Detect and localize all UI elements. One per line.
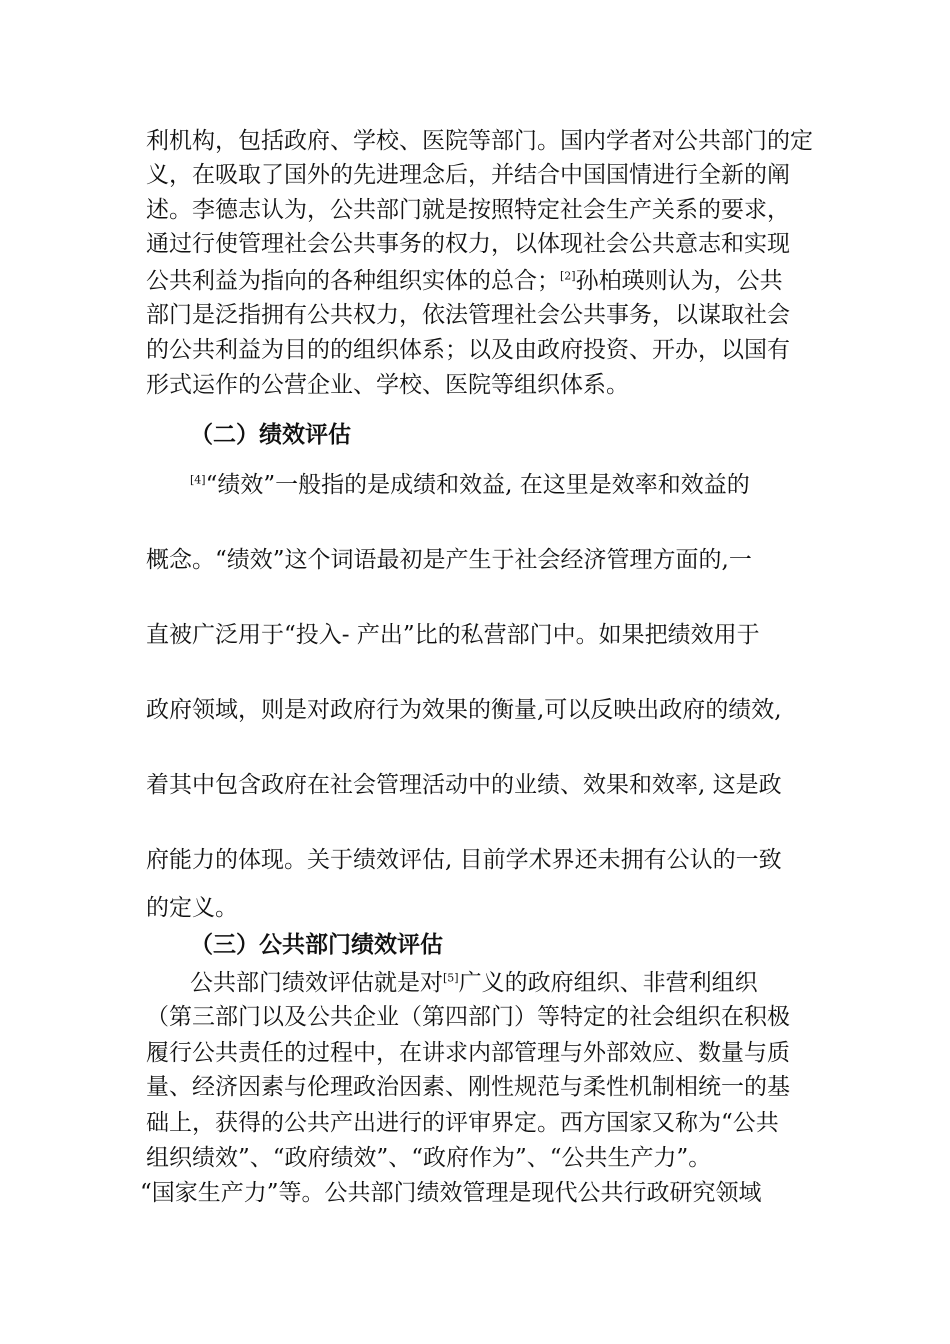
paragraph3-line5: 础上，获得的公共产出进行的评审界定。西方国家又称为“公共: [146, 1110, 779, 1136]
paragraph1-line6: 部门是泛指拥有公共权力，依法管理社会公共事务，以谋取社会: [146, 302, 790, 328]
paragraph1-line1: 利机构，包括政府、学校、医院等部门。国内学者对公共部门的定: [146, 128, 813, 154]
paragraph1-line5-text-b: 孙柏瑛则认为，公共: [575, 268, 783, 294]
citation-ref-5: [5]: [443, 971, 459, 985]
paragraph3-line7: “国家生产力”等。公共部门绩效管理是现代公共行政研究领域: [140, 1180, 762, 1206]
paragraph3-line3: 履行公共责任的过程中，在讲求内部管理与外部效应、数量与质: [146, 1040, 790, 1066]
paragraph2-line1-text: “绩效”一般指的是成绩和效益, 在这里是效率和效益的: [205, 472, 750, 498]
section-heading-public-sector-performance-evaluation: （三）公共部门绩效评估: [190, 932, 443, 958]
paragraph2-line3: 直被广泛用于“投入- 产出”比的私营部门中。如果把绩效用于: [146, 622, 760, 648]
citation-ref-4: [4]: [190, 473, 206, 487]
paragraph2-line2: 概念。“绩效”这个词语最初是产生于社会经济管理方面的,一: [146, 547, 752, 573]
paragraph3-line1-text-b: 广义的政府组织、非营利组织: [458, 970, 758, 996]
paragraph3-line6: 组织绩效”、“政府绩效”、“政府作为”、“公共生产力”。: [146, 1145, 712, 1171]
paragraph2-line1: [190, 468, 806, 502]
section-heading-performance-evaluation: （二）绩效评估: [190, 422, 351, 448]
paragraph3-line2: （第三部门以及公共企业（第四部门）等特定的社会组织在积极: [146, 1004, 790, 1030]
paragraph1-line8: 形式运作的公营企业、学校、医院等组织体系。: [146, 372, 629, 398]
paragraph2-line5: 着其中包含政府在社会管理活动中的业绩、效果和效率, 这是政: [146, 772, 782, 798]
paragraph1-line3: 述。李德志认为，公共部门就是按照特定社会生产关系的要求，: [146, 197, 790, 223]
paragraph2-line4: 政府领域，则是对政府行为效果的衡量,可以反映出政府的绩效,: [146, 697, 782, 723]
paragraph3-line1-text-a: 公共部门绩效评估就是对: [190, 970, 443, 996]
paragraph1-line2: 义，在吸取了国外的先进理念后，并结合中国国情进行全新的阐: [146, 162, 790, 188]
paragraph2-line7: 的定义。: [146, 895, 238, 921]
paragraph2-line6: 府能力的体现。关于绩效评估, 目前学术界还未拥有公认的一致: [146, 847, 782, 873]
paragraph1-line5-text-a: 公共利益为指向的各种组织实体的总合；: [146, 268, 560, 294]
citation-ref-2: [2]: [560, 269, 576, 283]
paragraph1-line7: 的公共利益为目的的组织体系；以及由政府投资、开办，以国有: [146, 337, 790, 363]
paragraph1-line4: 通过行使管理社会公共事务的权力，以体现社会公共意志和实现: [146, 231, 790, 257]
paragraph3-line4: 量、经济因素与伦理政治因素、刚性规范与柔性机制相统一的基: [146, 1074, 790, 1100]
paragraph1-line5: [146, 264, 806, 298]
paragraph3-line1: [190, 966, 806, 1000]
